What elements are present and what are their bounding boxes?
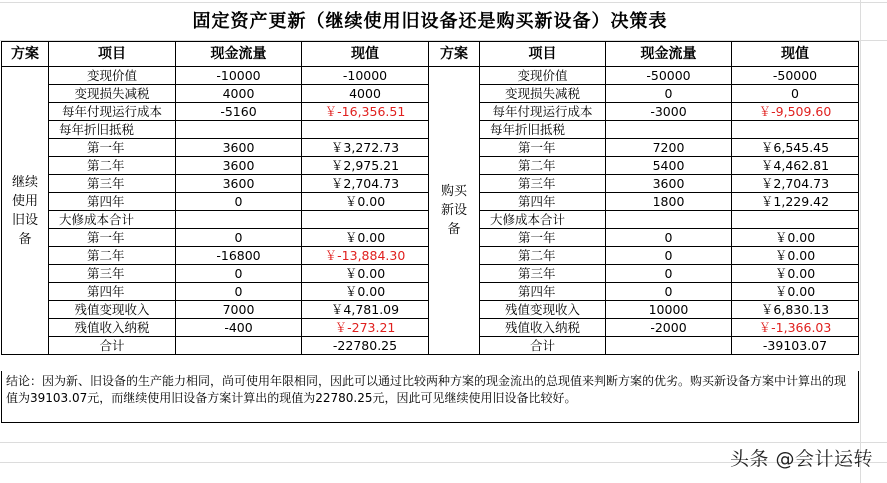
present-value-cell[interactable]: ￥-16,356.51 [302,103,429,121]
present-value-cell[interactable]: ￥0.00 [302,283,429,301]
header-plan-left[interactable]: 方案 [2,42,49,67]
item-cell[interactable]: 第四年 [480,283,606,301]
table-header-row [2,42,859,67]
total-cash-flow-right[interactable] [606,337,732,355]
present-value-cell[interactable]: ￥0.00 [732,229,859,247]
present-value-cell[interactable]: ￥-13,884.30 [302,247,429,265]
decision-table [1,41,859,355]
header-item-right[interactable]: 项目 [480,42,606,67]
present-value-cell[interactable] [732,121,859,139]
total-value-left[interactable]: -22780.25 [302,337,429,355]
item-cell[interactable]: 第二年 [480,157,606,175]
item-cell[interactable]: 第三年 [480,175,606,193]
item-cell[interactable]: 第三年 [49,175,176,193]
cash-flow-cell[interactable]: 7000 [176,301,302,319]
present-value-cell[interactable]: -50000 [732,67,859,85]
present-value-cell[interactable]: ￥4,781.09 [302,301,429,319]
page-title: 固定资产更新（继续使用旧设备还是购买新设备）决策表 [192,11,668,32]
item-cell[interactable]: 变现价值 [49,67,176,85]
cash-flow-cell[interactable]: 0 [606,229,732,247]
present-value-cell[interactable]: ￥0.00 [732,283,859,301]
item-cell[interactable]: 第二年 [480,247,606,265]
present-value-cell[interactable] [302,121,429,139]
present-value-cell[interactable]: ￥0.00 [302,229,429,247]
present-value-cell[interactable]: ￥-273.21 [302,319,429,337]
cash-flow-cell[interactable]: 1800 [606,193,732,211]
cash-flow-cell[interactable]: 0 [176,283,302,301]
present-value-cell[interactable]: ￥0.00 [302,265,429,283]
total-cash-flow-left[interactable] [176,337,302,355]
item-cell[interactable]: 第四年 [49,193,176,211]
item-cell[interactable]: 每年付现运行成本 [480,103,606,121]
total-label-left[interactable]: 合计 [49,337,176,355]
item-cell[interactable]: 第三年 [49,265,176,283]
present-value-cell[interactable]: 4000 [302,85,429,103]
sheet-gridline [0,2,887,3]
sheet-gridline [0,442,887,443]
plan-name-right[interactable]: 购买新设备 [429,67,480,355]
item-cell[interactable]: 残值收入纳税 [49,319,176,337]
watermark: 头条 @会计运转 [729,448,873,470]
present-value-cell[interactable]: ￥2,704.73 [732,175,859,193]
present-value-cell[interactable] [302,211,429,229]
cash-flow-cell[interactable] [606,121,732,139]
present-value-cell[interactable]: ￥0.00 [732,247,859,265]
header-item-left[interactable]: 项目 [49,42,176,67]
present-value-cell[interactable]: ￥6,545.45 [732,139,859,157]
sheet-gridline [860,0,861,483]
header-present-value-right[interactable]: 现值 [732,42,859,67]
item-cell[interactable]: 残值变现收入 [49,301,176,319]
conclusion-text[interactable]: 结论：因为新、旧设备的生产能力相同，尚可使用年限相同，因此可以通过比较两种方案的现金流出的总现值来判断方案的优劣。购买新设备方案中计算出的现值为39103.07元，而继续使用旧设备方案计算出的现值为22780.25元，因此可见继续使用旧设备比较好。 [1,371,859,423]
cash-flow-cell[interactable]: 5400 [606,157,732,175]
cash-flow-cell[interactable]: 0 [606,85,732,103]
cash-flow-cell[interactable]: -2000 [606,319,732,337]
plan-name-left[interactable]: 继续使用旧设备 [2,67,49,355]
cash-flow-cell[interactable]: -10000 [176,67,302,85]
item-cell[interactable]: 变现价值 [480,67,606,85]
cash-flow-cell[interactable]: 10000 [606,301,732,319]
cash-flow-cell[interactable]: 3600 [176,157,302,175]
cash-flow-cell[interactable]: 3600 [606,175,732,193]
item-cell[interactable]: 第二年 [49,247,176,265]
cash-flow-cell[interactable]: 7200 [606,139,732,157]
cash-flow-cell[interactable]: -50000 [606,67,732,85]
cash-flow-cell[interactable] [176,211,302,229]
present-value-cell[interactable]: ￥-9,509.60 [732,103,859,121]
cash-flow-cell[interactable]: 0 [176,193,302,211]
item-cell[interactable]: 第三年 [480,265,606,283]
decision-table-body [2,42,859,355]
present-value-cell[interactable]: ￥3,272.73 [302,139,429,157]
cash-flow-cell[interactable]: 4000 [176,85,302,103]
cash-flow-cell[interactable] [176,121,302,139]
item-cell[interactable]: 第一年 [49,139,176,157]
cash-flow-cell[interactable]: 3600 [176,139,302,157]
cash-flow-cell[interactable]: 0 [176,229,302,247]
total-value-right[interactable]: -39103.07 [732,337,859,355]
cash-flow-cell[interactable]: 3600 [176,175,302,193]
present-value-cell[interactable]: ￥2,704.73 [302,175,429,193]
item-cell[interactable]: 第四年 [480,193,606,211]
item-cell[interactable]: 第一年 [480,139,606,157]
table-row [2,67,859,85]
item-cell[interactable]: 每年付现运行成本 [49,103,176,121]
item-cell[interactable]: 每年折旧抵税 [480,121,606,139]
header-plan-right[interactable]: 方案 [429,42,480,67]
cash-flow-cell[interactable]: 0 [606,265,732,283]
present-value-cell[interactable]: ￥-1,366.03 [732,319,859,337]
cash-flow-cell[interactable] [606,211,732,229]
item-cell[interactable]: 大修成本合计 [49,211,176,229]
total-label-right[interactable]: 合计 [480,337,606,355]
cash-flow-cell[interactable]: 0 [176,265,302,283]
item-cell[interactable]: 残值收入纳税 [480,319,606,337]
header-present-value-left[interactable]: 现值 [302,42,429,67]
cash-flow-cell[interactable]: -3000 [606,103,732,121]
cash-flow-cell[interactable]: 0 [606,247,732,265]
present-value-cell[interactable]: ￥0.00 [732,265,859,283]
header-cash-flow-right[interactable]: 现金流量 [606,42,732,67]
present-value-cell[interactable]: ￥4,462.81 [732,157,859,175]
present-value-cell[interactable]: ￥6,830.13 [732,301,859,319]
item-cell[interactable]: 变现损失减税 [480,85,606,103]
cash-flow-cell[interactable]: -5160 [176,103,302,121]
present-value-cell[interactable]: 0 [732,85,859,103]
item-cell[interactable]: 第四年 [49,283,176,301]
cash-flow-cell[interactable]: 0 [606,283,732,301]
present-value-cell[interactable]: -10000 [302,67,429,85]
cash-flow-cell[interactable]: -16800 [176,247,302,265]
present-value-cell[interactable]: ￥2,975.21 [302,157,429,175]
present-value-cell[interactable] [732,211,859,229]
item-cell[interactable]: 第一年 [480,229,606,247]
item-cell[interactable]: 残值变现收入 [480,301,606,319]
item-cell[interactable]: 每年折旧抵税 [49,121,176,139]
header-cash-flow-left[interactable]: 现金流量 [176,42,302,67]
item-cell[interactable]: 大修成本合计 [480,211,606,229]
item-cell[interactable]: 第二年 [49,157,176,175]
present-value-cell[interactable]: ￥0.00 [302,193,429,211]
cash-flow-cell[interactable]: -400 [176,319,302,337]
item-cell[interactable]: 变现损失减税 [49,85,176,103]
item-cell[interactable]: 第一年 [49,229,176,247]
present-value-cell[interactable]: ￥1,229.42 [732,193,859,211]
